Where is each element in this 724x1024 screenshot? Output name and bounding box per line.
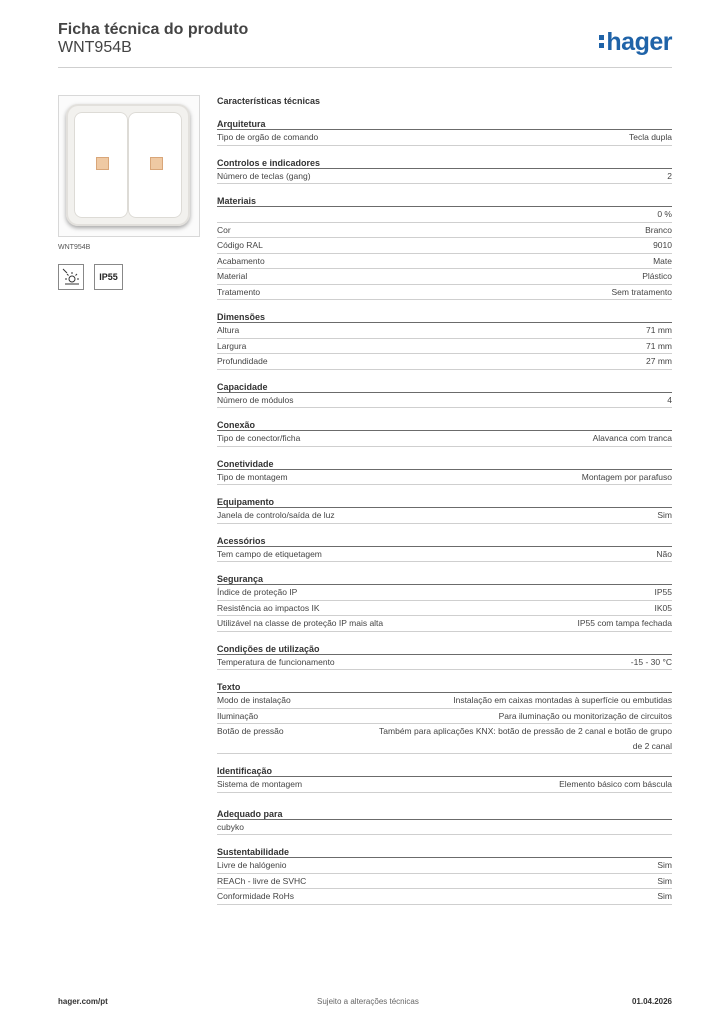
spec-label: Sistema de montagem bbox=[217, 779, 303, 789]
spec-value: Branco bbox=[645, 224, 672, 235]
product-image bbox=[58, 95, 200, 237]
spec-value: IP55 bbox=[654, 587, 672, 597]
spec-value: Sim bbox=[657, 875, 672, 886]
spec-label: Altura bbox=[217, 325, 240, 335]
logo-text: hager bbox=[606, 28, 672, 56]
hager-logo bbox=[599, 28, 672, 57]
section-heading: Adequado para bbox=[217, 805, 672, 820]
spec-section bbox=[217, 115, 672, 146]
spec-label: Modo de instalação bbox=[217, 695, 291, 705]
specs-title: Características técnicas bbox=[217, 96, 321, 106]
technical-specs bbox=[217, 95, 672, 913]
spec-row bbox=[217, 547, 672, 563]
section-heading: Controlos e indicadores bbox=[217, 154, 672, 169]
spec-value: IK05 bbox=[654, 602, 672, 613]
section-heading: Condições de utilização bbox=[217, 640, 672, 655]
spec-row bbox=[217, 285, 672, 301]
spec-label: Conformidade RoHs bbox=[217, 891, 295, 901]
spec-label: Tipo de montagem bbox=[217, 471, 288, 482]
spec-label: Livre de halógenio bbox=[217, 860, 287, 870]
spec-label: Resistência ao impactos IK bbox=[217, 602, 320, 613]
footer-date: 01.04.2026 bbox=[631, 997, 672, 1006]
spec-value: Também para aplicações KNX: botão de pressão de 2 canal e botão de grupo de 2 canal bbox=[379, 726, 672, 751]
spec-row bbox=[217, 130, 672, 146]
spec-section bbox=[217, 378, 672, 409]
spec-value: Não bbox=[656, 548, 672, 559]
product-code: WNT954B bbox=[58, 39, 132, 56]
spec-sections bbox=[217, 115, 672, 905]
spec-value: Alavanca com tranca bbox=[592, 433, 672, 443]
spec-value: Montagem por parafuso bbox=[581, 471, 672, 482]
spec-value: Sem tratamento bbox=[611, 286, 672, 297]
header-divider bbox=[58, 67, 672, 68]
spec-value: 0 % bbox=[657, 209, 672, 219]
spec-row bbox=[217, 616, 672, 632]
spec-section bbox=[217, 493, 672, 524]
rocker-right bbox=[128, 112, 182, 218]
spec-label: Cor bbox=[217, 224, 231, 235]
image-caption: WNT954B bbox=[58, 244, 91, 251]
spec-value: 71 mm bbox=[646, 340, 672, 351]
spec-row bbox=[217, 223, 672, 239]
spec-row bbox=[217, 238, 672, 254]
spec-row bbox=[217, 709, 672, 725]
spec-value: Mate bbox=[653, 255, 672, 266]
section-heading: Equipamento bbox=[217, 493, 672, 508]
spec-value: Para iluminação ou monitorização de circuitos bbox=[498, 710, 672, 721]
spec-label: Número de teclas (gang) bbox=[217, 170, 311, 181]
spec-value: Sim bbox=[657, 510, 672, 520]
spec-section bbox=[217, 678, 672, 754]
footer-note: Sujeito a alterações técnicas bbox=[317, 997, 419, 1006]
spec-row bbox=[217, 874, 672, 890]
spec-row bbox=[217, 693, 672, 709]
section-heading: Arquitetura bbox=[217, 115, 672, 130]
spec-section bbox=[217, 640, 672, 671]
spec-value: Instalação em caixas montadas à superfície ou embutidas bbox=[453, 695, 672, 705]
spec-row bbox=[217, 169, 672, 185]
spec-section bbox=[217, 843, 672, 905]
spec-row bbox=[217, 724, 672, 754]
spec-label: Profundidade bbox=[217, 356, 268, 366]
spec-label: Tratamento bbox=[217, 286, 261, 297]
spec-label: Tipo de orgão de comando bbox=[217, 132, 319, 142]
logo-colon-icon bbox=[599, 28, 604, 48]
spec-row bbox=[217, 323, 672, 339]
spec-row bbox=[217, 820, 672, 836]
spec-row bbox=[217, 889, 672, 905]
spec-label: REACh - livre de SVHC bbox=[217, 875, 307, 886]
spec-value: Sim bbox=[657, 891, 672, 901]
section-heading: Conexão bbox=[217, 416, 672, 431]
spec-label: Tipo de conector/ficha bbox=[217, 433, 301, 443]
spec-value: 71 mm bbox=[646, 325, 672, 335]
section-heading: Dimensões bbox=[217, 308, 672, 323]
indicator-lamp-icon bbox=[96, 157, 109, 170]
spec-row bbox=[217, 601, 672, 617]
section-heading: Acessórios bbox=[217, 532, 672, 547]
spec-row bbox=[217, 508, 672, 524]
spec-label: Material bbox=[217, 271, 248, 281]
spec-label: Acabamento bbox=[217, 255, 265, 266]
spec-row bbox=[217, 431, 672, 447]
section-heading: Identificação bbox=[217, 762, 672, 777]
spec-row bbox=[217, 585, 672, 601]
spec-value: Tecla dupla bbox=[628, 132, 672, 142]
spec-value: -15 - 30 °C bbox=[630, 656, 672, 667]
section-heading: Texto bbox=[217, 678, 672, 693]
spec-label: Botão de pressão bbox=[217, 726, 284, 736]
spec-value: Elemento básico com báscula bbox=[559, 779, 672, 789]
spec-row bbox=[217, 254, 672, 270]
section-heading: Conetividade bbox=[217, 455, 672, 470]
spec-value: Sim bbox=[657, 860, 672, 870]
section-heading: Sustentabilidade bbox=[217, 843, 672, 858]
switch-plate bbox=[66, 104, 190, 226]
spec-label: Índice de proteção IP bbox=[217, 587, 298, 597]
spec-row bbox=[217, 269, 672, 285]
spec-value: Plástico bbox=[642, 271, 672, 281]
page-title: Ficha técnica do produto bbox=[58, 21, 249, 38]
spec-section bbox=[217, 762, 672, 793]
spec-row bbox=[217, 655, 672, 671]
spec-row bbox=[217, 393, 672, 409]
section-heading: Materiais bbox=[217, 192, 672, 207]
spec-label: Iluminação bbox=[217, 710, 259, 721]
spec-section bbox=[217, 192, 672, 300]
spec-section bbox=[217, 416, 672, 447]
spec-label: Temperatura de funcionamento bbox=[217, 656, 335, 667]
spec-section bbox=[217, 805, 672, 836]
section-heading: Capacidade bbox=[217, 378, 672, 393]
light-indicator-icon bbox=[58, 264, 84, 290]
spec-value: 9010 bbox=[653, 240, 672, 250]
spec-label: cubyko bbox=[217, 821, 244, 832]
spec-value: IP55 com tampa fechada bbox=[577, 618, 672, 628]
spec-row bbox=[217, 354, 672, 370]
section-heading: Segurança bbox=[217, 570, 672, 585]
spec-label: Tem campo de etiquetagem bbox=[217, 548, 322, 559]
ip-rating-badge: IP55 bbox=[94, 264, 123, 290]
spec-value: 2 bbox=[667, 170, 672, 181]
indicator-lamp-icon bbox=[150, 157, 163, 170]
spec-section bbox=[217, 455, 672, 486]
spec-section bbox=[217, 308, 672, 370]
spec-label: Código RAL bbox=[217, 240, 263, 250]
rocker-left bbox=[74, 112, 128, 218]
spec-label: Número de módulos bbox=[217, 394, 294, 405]
spec-row bbox=[217, 858, 672, 874]
spec-row bbox=[217, 339, 672, 355]
spec-value: 4 bbox=[667, 394, 672, 405]
spec-value: 27 mm bbox=[646, 356, 672, 366]
spec-row bbox=[217, 470, 672, 486]
spec-label: Largura bbox=[217, 340, 247, 351]
spec-section bbox=[217, 154, 672, 185]
spec-section bbox=[217, 532, 672, 563]
footer-website: hager.com/pt bbox=[58, 997, 108, 1006]
spec-row bbox=[217, 207, 672, 223]
spec-label: Janela de controlo/saída de luz bbox=[217, 510, 335, 520]
spec-label: Utilizável na classe de proteção IP mais alta bbox=[217, 618, 384, 628]
spec-section bbox=[217, 570, 672, 632]
spec-row bbox=[217, 777, 672, 793]
